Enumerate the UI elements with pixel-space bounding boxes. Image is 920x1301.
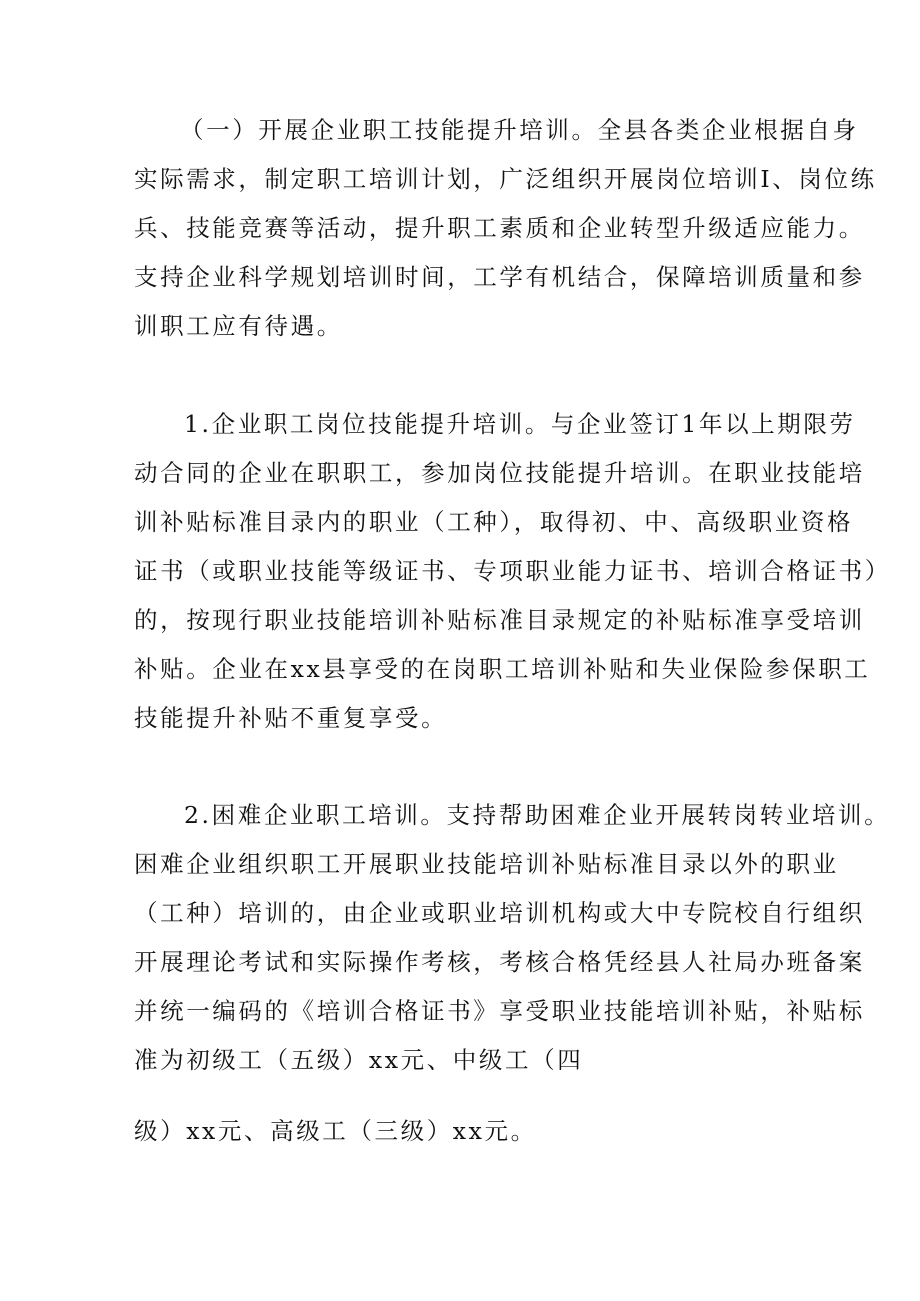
- text-line: 开展理论考试和实际操作考核，考核合格凭经县人社局办班备案: [134, 948, 865, 976]
- text-line: 训职工应有待遇。: [134, 312, 343, 340]
- text-line: 2.困难企业职工培训。支持帮助困难企业开展转岗转业培训。: [184, 801, 891, 829]
- text-line: 级）xx元、高级工（三级）xx元。: [134, 1117, 537, 1145]
- text-line: 兵、技能竞赛等活动，提升职工素质和企业转型升级适应能力。: [134, 214, 865, 242]
- text-line: 困难企业组织职工开展职业技能培训补贴标准目录以外的职业: [134, 850, 839, 878]
- text-line: 支持企业科学规划培训时间，工学有机结合，保障培训质量和参: [134, 263, 865, 291]
- text-line: 的，按现行职业技能培训补贴标准目录规定的补贴标准享受培训: [134, 606, 865, 634]
- text-line: 实际需求，制定职工培训计划，广泛组织开展岗位培训I、岗位练: [134, 165, 877, 193]
- text-line: 准为初级工（五级）xx元、中级工（四: [134, 1046, 584, 1074]
- text-line: （工种）培训的，由企业或职业培训机构或大中专院校自行组织: [134, 899, 865, 927]
- text-line: 技能提升补贴不重复享受。: [134, 704, 448, 732]
- text-line: （一）开展企业职工技能提升培训。全县各类企业根据自身: [180, 116, 859, 144]
- text-line: 动合同的企业在职职工，参加岗位技能提升培训。在职业技能培: [134, 459, 865, 487]
- text-line: 并统一编码的《培训合格证书》享受职业技能培训补贴，补贴标: [134, 997, 865, 1025]
- text-line: 1.企业职工岗位技能提升培训。与企业签订1年以上期限劳: [184, 410, 856, 438]
- text-line: 补贴。企业在xx县享受的在岗职工培训补贴和失业保险参保职工: [134, 655, 871, 683]
- text-line: 训补贴标准目录内的职业（工种），取得初、中、高级职业资格: [134, 508, 854, 536]
- text-line: 证书（或职业技能等级证书、专项职业能力证书、培训合格证书）: [134, 557, 891, 585]
